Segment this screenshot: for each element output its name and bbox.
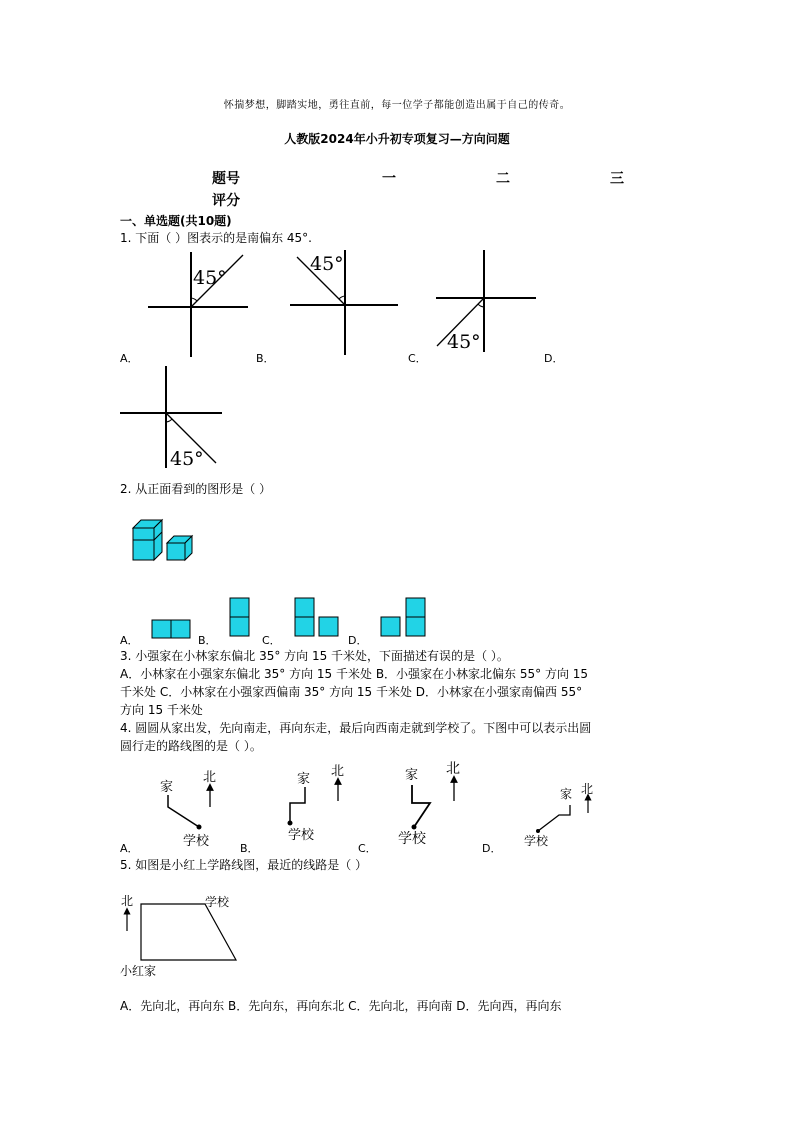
question-4-stem-line2: 圆行走的路线图的是（ ）。 <box>120 739 262 753</box>
q1-figure-d <box>120 366 222 470</box>
q1-c-angle-label: 45° <box>447 331 481 353</box>
question-2-figures <box>0 510 794 645</box>
question-3-stem: 3. 小强家在小林家东偏北 35° 方向 15 千米处，下面描述有误的是（ ）。 <box>120 649 509 663</box>
q4-option-a[interactable]: A． <box>120 842 139 855</box>
q4-a-home-label: 家 <box>160 780 174 795</box>
score-table-row1-label: 题号 <box>212 171 240 187</box>
q4-a-school-label: 学校 <box>183 834 210 849</box>
score-table-row2-label: 评分 <box>212 193 240 209</box>
score-table-col-3: 三 <box>610 171 624 187</box>
question-5-stem: 5. 如图是小红上学路线图，最近的线路是（ ） <box>120 858 368 872</box>
q2-figure-b <box>230 598 249 636</box>
q1-figure-b <box>290 250 398 355</box>
q4-d-north-label: 北 <box>581 782 594 796</box>
q1-option-c[interactable]: C． <box>408 352 427 365</box>
score-table-col-2: 二 <box>496 171 510 187</box>
question-1-figures <box>0 0 794 480</box>
q4-figure-a <box>160 770 216 849</box>
q1-a-angle-label: 45° <box>193 267 227 289</box>
q1-option-b[interactable]: B． <box>256 352 275 365</box>
q2-figure-a <box>152 620 190 638</box>
q1-d-angle-label: 45° <box>170 448 204 470</box>
q4-figure-c <box>398 761 460 847</box>
score-table-col-1: 一 <box>382 171 396 187</box>
q4-b-home-label: 家 <box>297 772 311 787</box>
question-1-stem: 1. 下面（ ）图表示的是南偏东 45°. <box>120 231 312 245</box>
q1-figure-a <box>148 252 248 357</box>
question-5-answers: A．先向北，再向东 B．先向东，再向东北 C．先向北，再向南 D．先向西，再向东 <box>120 999 562 1013</box>
q2-solid-figure <box>133 520 192 560</box>
motto-line: 怀揣梦想，脚踏实地，勇往直前，每一位学子都能创造出属于自己的传奇。 <box>223 100 571 111</box>
q2-figure-c <box>295 598 338 636</box>
q1-option-a[interactable]: A． <box>120 352 139 365</box>
q4-c-home-label: 家 <box>405 768 419 783</box>
q4-d-home-label: 家 <box>560 787 573 801</box>
q4-option-b[interactable]: B． <box>240 842 259 855</box>
q4-a-north-label: 北 <box>203 770 217 785</box>
question-5-figure <box>0 885 794 985</box>
q4-b-school-label: 学校 <box>288 828 315 843</box>
q2-option-a[interactable]: A． <box>120 634 139 647</box>
question-3-options-line1: A．小林家在小强家东偏北 35° 方向 15 千米处 B．小强家在小林家北偏东 55° 方向 15 <box>120 667 589 681</box>
q4-c-north-label: 北 <box>446 761 460 777</box>
question-3-options-line3: 方向 15 千米处 <box>120 703 203 717</box>
q5-north-label: 北 <box>121 894 134 908</box>
q4-option-c[interactable]: C． <box>358 842 377 855</box>
q5-school-label: 学校 <box>205 895 230 909</box>
q2-figure-d <box>381 598 425 636</box>
q4-figure-d <box>524 782 593 848</box>
q5-route-shape <box>141 904 236 960</box>
q4-d-school-label: 学校 <box>524 834 549 848</box>
question-4-stem-line1: 4. 圆圆从家出发，先向南走，再向东走，最后向西南走就到学校了。下图中可以表示出圆 <box>120 721 592 735</box>
q2-option-c[interactable]: C． <box>262 634 281 647</box>
question-2-stem: 2. 从正面看到的图形是（ ） <box>120 482 272 496</box>
q4-figure-b <box>288 764 345 843</box>
q1-figure-c <box>436 250 536 353</box>
section-heading: 一、单选题(共10题) <box>120 214 232 228</box>
q1-b-angle-label: 45° <box>310 253 344 275</box>
q5-home-label: 小红家 <box>120 964 157 978</box>
q4-option-d[interactable]: D． <box>482 842 502 855</box>
q2-option-d[interactable]: D． <box>348 634 368 647</box>
q1-option-d[interactable]: D． <box>544 352 564 365</box>
question-3-options-line2: 千米处 C．小林家在小强家西偏南 35° 方向 15 千米处 D．小林家在小强家南偏西 55° <box>120 685 583 699</box>
document-title: 人教版2024年小升初专项复习—方向问题 <box>284 132 510 146</box>
q2-option-b[interactable]: B． <box>198 634 217 647</box>
q4-b-north-label: 北 <box>331 764 345 779</box>
q4-c-school-label: 学校 <box>398 831 426 847</box>
